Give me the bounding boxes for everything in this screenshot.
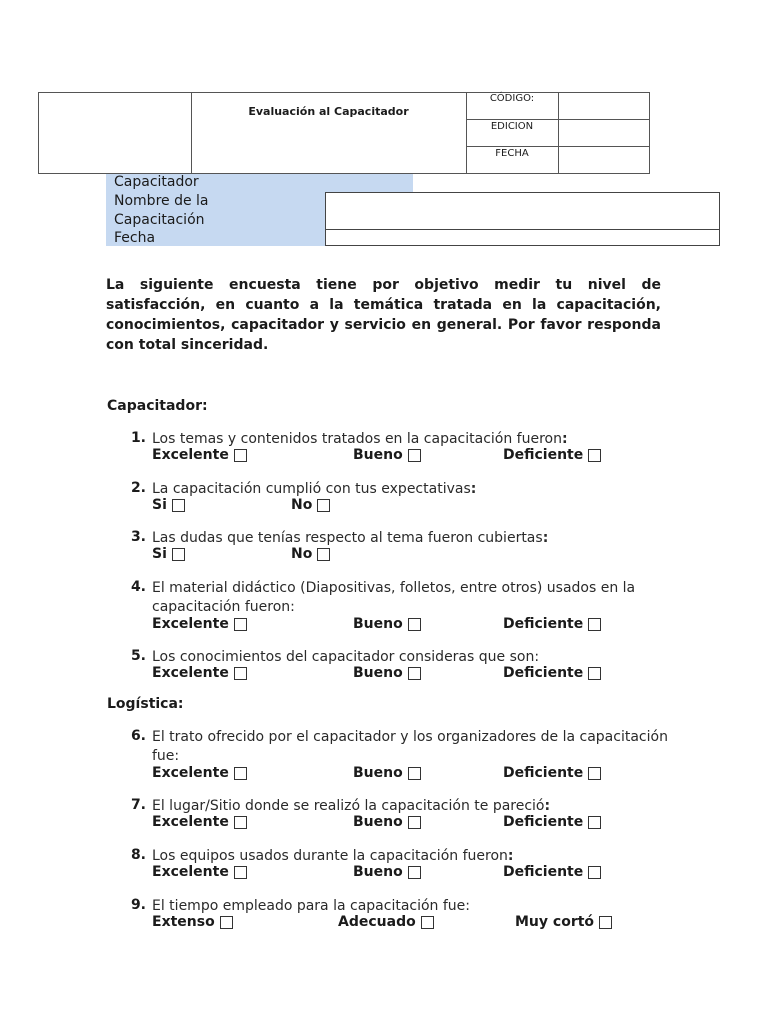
answer-option-label: Muy cortó bbox=[515, 914, 595, 930]
answer-option[interactable] bbox=[353, 814, 421, 830]
nombre-capacitacion-field[interactable] bbox=[325, 192, 720, 230]
question-text bbox=[152, 728, 668, 747]
checkbox[interactable] bbox=[317, 548, 330, 561]
checkbox[interactable] bbox=[317, 499, 330, 512]
question-text-main: Los temas y contenidos tratados en la capacitación fueron bbox=[152, 431, 562, 447]
question-number: 4. bbox=[130, 579, 146, 595]
answer-option[interactable] bbox=[152, 616, 247, 632]
header-row-divider bbox=[466, 119, 649, 120]
answer-option[interactable] bbox=[152, 497, 185, 513]
answer-option-label: Excelente bbox=[152, 616, 229, 632]
answer-option-label: No bbox=[291, 497, 313, 513]
answer-option[interactable] bbox=[291, 497, 330, 513]
answer-option[interactable] bbox=[353, 864, 421, 880]
answer-option-label: Bueno bbox=[353, 447, 403, 463]
question-text-main: Los equipos usados durante la capacitación fueron bbox=[152, 848, 508, 864]
checkbox[interactable] bbox=[408, 618, 421, 631]
checkbox[interactable] bbox=[234, 667, 247, 680]
fecha-info-label: Fecha bbox=[114, 230, 156, 246]
answer-option[interactable] bbox=[338, 914, 434, 930]
answer-option-label: Deficiente bbox=[503, 814, 584, 830]
answer-option-label: Bueno bbox=[353, 665, 403, 681]
question-colon: : bbox=[507, 848, 514, 864]
checkbox[interactable] bbox=[421, 916, 434, 929]
question-text-main: Las dudas que tenías respecto al tema fueron cubiertas bbox=[152, 530, 543, 546]
checkbox[interactable] bbox=[588, 618, 601, 631]
answer-option-label: Bueno bbox=[353, 765, 403, 781]
intro-paragraph: La siguiente encuesta tiene por objetivo medir tu nivel de satisfacción, en cuanto a la temática tratada en la capacitación, conocimientos, capacitador y servicio en general. Por favor responda con total sinceridad. bbox=[106, 277, 661, 353]
header-divider bbox=[466, 93, 467, 173]
answer-option[interactable] bbox=[503, 447, 601, 463]
question-text-main: El lugar/Sitio donde se realizó la capacitación te pareció bbox=[152, 798, 545, 814]
question-colon: : bbox=[561, 431, 568, 447]
checkbox[interactable] bbox=[408, 866, 421, 879]
answer-option-label: Deficiente bbox=[503, 616, 584, 632]
checkbox[interactable] bbox=[588, 449, 601, 462]
question-number: 3. bbox=[130, 529, 146, 545]
answer-option-label: Deficiente bbox=[503, 765, 584, 781]
answer-option[interactable] bbox=[503, 864, 601, 880]
question-number: 5. bbox=[130, 648, 146, 664]
answer-option[interactable] bbox=[353, 447, 421, 463]
checkbox[interactable] bbox=[408, 767, 421, 780]
question-colon: : bbox=[470, 481, 477, 497]
fecha-label: FECHA bbox=[495, 148, 529, 159]
answer-option-label: Excelente bbox=[152, 765, 229, 781]
section-capacitador: Capacitador: bbox=[107, 398, 208, 414]
section-logistica: Logística: bbox=[107, 696, 184, 712]
answer-option[interactable] bbox=[503, 765, 601, 781]
answer-option-label: Bueno bbox=[353, 616, 403, 632]
answer-option[interactable] bbox=[353, 616, 421, 632]
answer-option-label: Si bbox=[152, 497, 167, 513]
question-number: 9. bbox=[130, 897, 146, 913]
question-text bbox=[152, 579, 635, 598]
answer-option[interactable] bbox=[353, 665, 421, 681]
checkbox[interactable] bbox=[408, 816, 421, 829]
answer-option-label: Excelente bbox=[152, 814, 229, 830]
answer-option-label: Deficiente bbox=[503, 864, 584, 880]
answer-option-label: Excelente bbox=[152, 665, 229, 681]
answer-option-label: Extenso bbox=[152, 914, 215, 930]
question-text-continued: fue: bbox=[152, 748, 180, 764]
answer-option[interactable] bbox=[503, 665, 601, 681]
question-number: 8. bbox=[130, 847, 146, 863]
question-number: 2. bbox=[130, 480, 146, 496]
answer-option[interactable] bbox=[152, 665, 247, 681]
checkbox[interactable] bbox=[234, 816, 247, 829]
answer-option-label: Adecuado bbox=[338, 914, 416, 930]
header-divider bbox=[558, 93, 559, 173]
document-title: Evaluación al Capacitador bbox=[248, 105, 409, 118]
nombre-capacitacion-label-cont: Capacitación bbox=[114, 212, 205, 228]
answer-option[interactable] bbox=[152, 447, 247, 463]
checkbox[interactable] bbox=[234, 767, 247, 780]
question-number: 1. bbox=[130, 430, 146, 446]
question-text-main: Los conocimientos del capacitador consideras que son: bbox=[152, 649, 540, 665]
answer-option-label: No bbox=[291, 546, 313, 562]
checkbox[interactable] bbox=[172, 499, 185, 512]
question-text-main: El trato ofrecido por el capacitador y los organizadores de la capacitación bbox=[152, 729, 668, 745]
question-text-main: El tiempo empleado para la capacitación fue: bbox=[152, 898, 471, 914]
checkbox[interactable] bbox=[588, 767, 601, 780]
answer-option-label: Deficiente bbox=[503, 447, 584, 463]
answer-option-label: Bueno bbox=[353, 814, 403, 830]
document-header-table bbox=[38, 92, 650, 174]
question-colon: : bbox=[542, 530, 549, 546]
checkbox[interactable] bbox=[408, 667, 421, 680]
fecha-field[interactable] bbox=[325, 229, 720, 246]
checkbox[interactable] bbox=[234, 449, 247, 462]
answer-option[interactable] bbox=[503, 814, 601, 830]
answer-option[interactable] bbox=[353, 765, 421, 781]
answer-option-label: Excelente bbox=[152, 447, 229, 463]
question-text-main: El material didáctico (Diapositivas, folletos, entre otros) usados en la bbox=[152, 580, 636, 596]
answer-option-label: Si bbox=[152, 546, 167, 562]
question-number: 7. bbox=[130, 797, 146, 813]
answer-option-label: Deficiente bbox=[503, 665, 584, 681]
nombre-capacitacion-label: Nombre de la bbox=[114, 193, 209, 209]
checkbox[interactable] bbox=[234, 866, 247, 879]
answer-option[interactable] bbox=[503, 616, 601, 632]
answer-option[interactable] bbox=[152, 814, 247, 830]
capacitador-label: Capacitador bbox=[114, 174, 199, 190]
checkbox[interactable] bbox=[172, 548, 185, 561]
checkbox[interactable] bbox=[220, 916, 233, 929]
answer-option[interactable] bbox=[152, 765, 247, 781]
answer-option[interactable] bbox=[291, 546, 330, 562]
question-number: 6. bbox=[130, 728, 146, 744]
question-colon: : bbox=[544, 798, 551, 814]
checkbox[interactable] bbox=[588, 816, 601, 829]
answer-option[interactable] bbox=[152, 546, 185, 562]
answer-option[interactable] bbox=[152, 864, 247, 880]
edicion-label: EDICION bbox=[490, 121, 534, 132]
answer-option-label: Bueno bbox=[353, 864, 403, 880]
checkbox[interactable] bbox=[588, 667, 601, 680]
question-text-main: La capacitación cumplió con tus expectativas bbox=[152, 481, 471, 497]
question-text-continued: capacitación fueron: bbox=[152, 599, 295, 615]
answer-option[interactable] bbox=[515, 914, 612, 930]
header-row-divider bbox=[466, 146, 649, 147]
question-text bbox=[152, 529, 548, 548]
checkbox[interactable] bbox=[599, 916, 612, 929]
checkbox[interactable] bbox=[408, 449, 421, 462]
answer-option[interactable] bbox=[152, 914, 233, 930]
codigo-label: CÓDIGO: bbox=[489, 93, 535, 104]
checkbox[interactable] bbox=[234, 618, 247, 631]
answer-option-label: Excelente bbox=[152, 864, 229, 880]
checkbox[interactable] bbox=[588, 866, 601, 879]
